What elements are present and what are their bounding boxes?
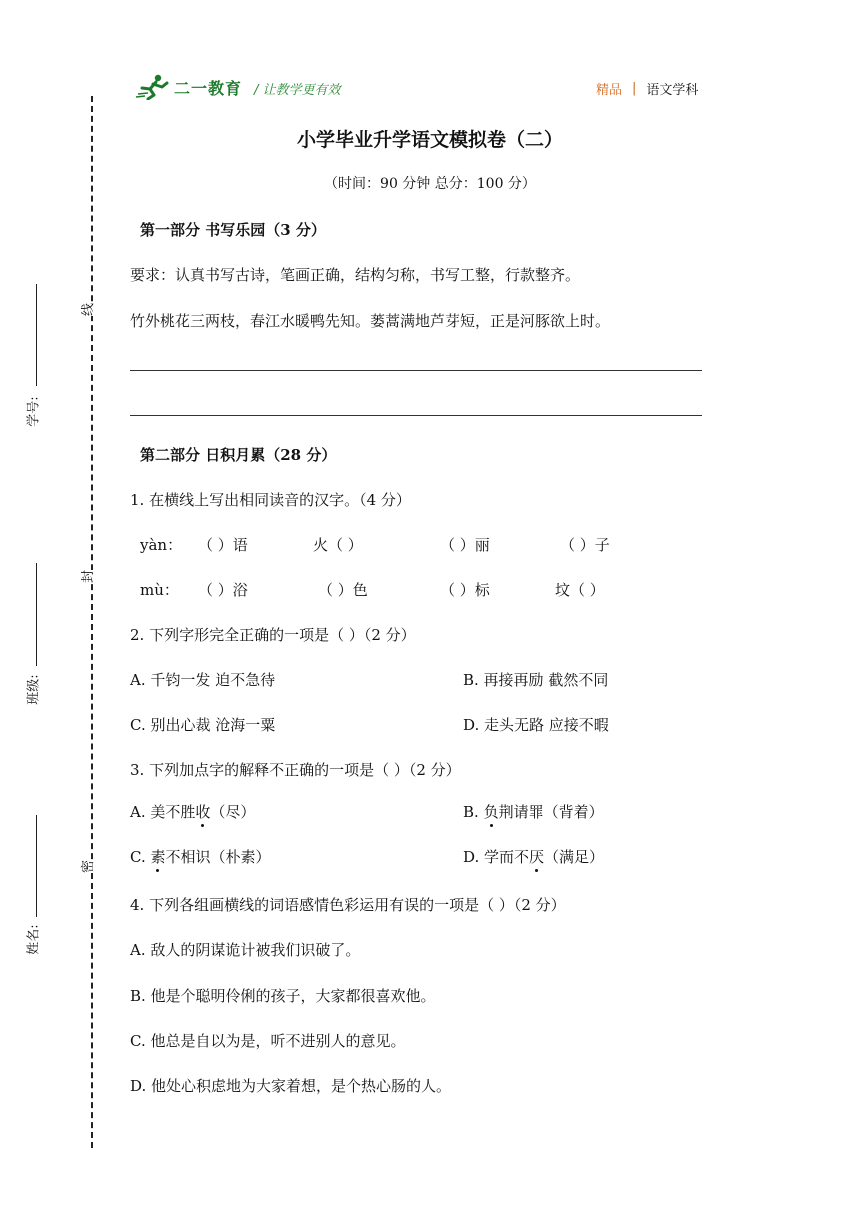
header-tag [596, 79, 698, 98]
binding-dashed-line [91, 96, 93, 1148]
runner-icon [136, 74, 172, 100]
q1-row1-blank: （ ）丽 [440, 536, 490, 554]
name-line [36, 815, 37, 917]
q1-row2-blank: 坟（ ） [555, 581, 605, 599]
header-separator: | [632, 81, 637, 96]
q1-row2-blank: （ ）色 [318, 581, 368, 599]
class-line [36, 563, 37, 666]
part2-heading: 第二部分 日积月累（28 分） [140, 446, 337, 464]
exam-info: （时间：90 分钟 总分：100 分） [324, 176, 536, 192]
q3-option-a: A. 美不胜收（尽） [130, 803, 256, 821]
student-id-line [36, 284, 37, 386]
brand-logo [136, 74, 242, 100]
q1-row1-blank: （ ）语 [198, 536, 248, 554]
part1-heading: 第一部分 书写乐园（3 分） [140, 221, 326, 239]
binding-char-seal: 封 [75, 570, 98, 583]
q3-stem: 3. 下列加点字的解释不正确的一项是（ ）（2 分） [130, 761, 461, 779]
q1-row2-pinyin: mù： [140, 581, 179, 599]
q4-option-b: B. 他是个聪明伶俐的孩子，大家都很喜欢他。 [130, 987, 436, 1005]
quality-badge: 精品 [596, 83, 623, 98]
q2-option-b: B. 再接再励 截然不同 [463, 671, 609, 689]
q4-stem: 4. 下列各组画横线的词语感情色彩运用有误的一项是（ ）（2 分） [130, 896, 566, 914]
q3-option-d: D. 学而不厌（满足） [463, 848, 605, 866]
dotted-char: 厌 [529, 848, 545, 866]
class-label: 班级: [26, 674, 42, 705]
q4-option-d: D. 他处心积虑地为大家着想，是个热心肠的人。 [130, 1077, 452, 1095]
q1-row1-blank: （ ）子 [560, 536, 610, 554]
q1-stem: 1. 在横线上写出相同读音的汉字。（4 分） [130, 491, 411, 509]
q4-option-c: C. 他总是自以为是，听不进别人的意见。 [130, 1032, 406, 1050]
q3-option-c: C. 素不相识（朴素） [130, 848, 271, 866]
q1-row2-blank: （ ）浴 [198, 581, 248, 599]
q3-option-b: B. 负荆请罪（背着） [463, 803, 604, 821]
q2-option-a: A. 千钧一发 迫不急待 [130, 671, 276, 689]
dotted-char: 负 [483, 803, 499, 821]
part1-poem: 竹外桃花三两枝，春江水暖鸭先知。蒌蒿满地芦芽短，正是河豚欲上时。 [130, 312, 611, 330]
writing-line-1 [130, 370, 702, 371]
dotted-char: 素 [150, 848, 166, 866]
student-id-label: 学号: [26, 396, 42, 427]
binding-char-line: 线 [75, 303, 98, 316]
subject-label: 语文学科 [646, 83, 699, 98]
q2-option-c: C. 别出心裁 沧海一粟 [130, 716, 276, 734]
q2-stem: 2. 下列字形完全正确的一项是（ ）（2 分） [130, 626, 416, 644]
logo-text: 二一教育 [174, 78, 243, 98]
q1-row2-blank: （ ）标 [440, 581, 490, 599]
name-label: 姓名: [26, 924, 42, 955]
part1-requirement: 要求：认真书写古诗，笔画正确，结构匀称，书写工整，行款整齐。 [130, 266, 581, 284]
page-title: 小学毕业升学语文模拟卷（二） [296, 129, 563, 151]
binding-char-secret: 密 [75, 860, 98, 873]
q1-row1-pinyin: yàn： [140, 536, 183, 554]
q4-option-a: A. 敌人的阴谋诡计被我们识破了。 [130, 941, 361, 959]
q1-row1-blank: 火（ ） [313, 536, 363, 554]
writing-line-2 [130, 415, 702, 416]
slogan: / 让教学更有效 [254, 83, 341, 98]
q2-option-d: D. 走头无路 应接不暇 [463, 716, 609, 734]
dotted-char: 收 [195, 803, 211, 821]
